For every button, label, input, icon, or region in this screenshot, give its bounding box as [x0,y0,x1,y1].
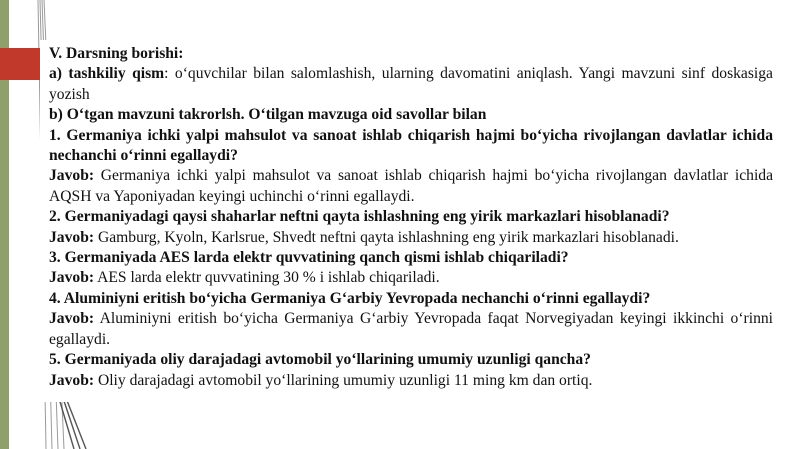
answer-label: Javob: [49,167,95,185]
question-1: 1. Germaniya ichki yalpi mahsulot va sanoat ishlab chiqarish hajmi bo‘yicha rivojlangan davlatlar ichida nechanchi o‘rinni egallaydi? [49,126,773,165]
accent-block [0,48,47,80]
answer-4 [49,309,773,350]
answer-label: Javob: [49,371,95,389]
part-a-text: : o‘quvchilar bilan salomlashish, ularning davomatini aniqlash. Yangi mavzuni sinf doskasiga yozish [49,65,773,103]
section-heading: V. Darsning borishi: [49,45,184,62]
answer-2 [49,228,773,248]
question-5: 5. Germaniyada oliy darajadagi avtomobil yo‘llarining umumiy uzunligi qancha? [49,351,591,369]
answer-label: Javob: [49,269,95,287]
answer-label: Javob: [49,228,95,246]
answer-label: Javob: [49,310,95,328]
answer-1 [49,166,773,207]
question-3: 3. Germaniyada AES larda elektr quvvatining qanch qismi ishlab chiqariladi? [49,249,569,267]
lesson-content [49,44,773,391]
answer-3-text: AES larda elektr quvvatining 30 % i ishlab chiqariladi. [94,269,440,287]
question-2: 2. Germaniyadagi qaysi shaharlar neftni qayta ishlashning eng yirik markazlari hisoblanadi? [49,208,670,226]
part-a [49,64,773,105]
part-b-heading: b) O‘tgan mavzuni takrorlsh. O‘tilgan mavzuga oid savollar bilan [49,106,487,124]
part-a-label: a) tashkiliy qism [49,65,165,83]
answer-4-text: Aluminiyni eritish bo‘yicha Germaniya G‘arbiy Yevropada faqat Norvegiyadan keyingi ikkinchi o‘rinni egallaydi. [49,310,773,348]
answer-5 [49,371,773,391]
question-4: 4. Aluminiyni eritish bo‘yicha Germaniya G‘arbiy Yevropada nechanchi o‘rinni egallaydi? [49,289,651,307]
answer-2-text: Gamburg, Kyoln, Karlsrue, Shvedt neftni qayta ishlashning eng yirik markazlari hisoblanadi. [94,228,679,246]
answer-5-text: Oliy darajadagi avtomobil yo‘llarining umumiy uzunligi 11 ming km dan ortiq. [94,371,593,389]
answer-1-text: Germaniya ichki yalpi mahsulot va sanoat ishlab chiqarish hajmi bo‘yicha rivojlangan davlatlar ichida AQSH va Yaponiyadan keyingi uchinchi o‘rinni egallaydi. [49,167,773,205]
answer-3 [49,268,773,288]
